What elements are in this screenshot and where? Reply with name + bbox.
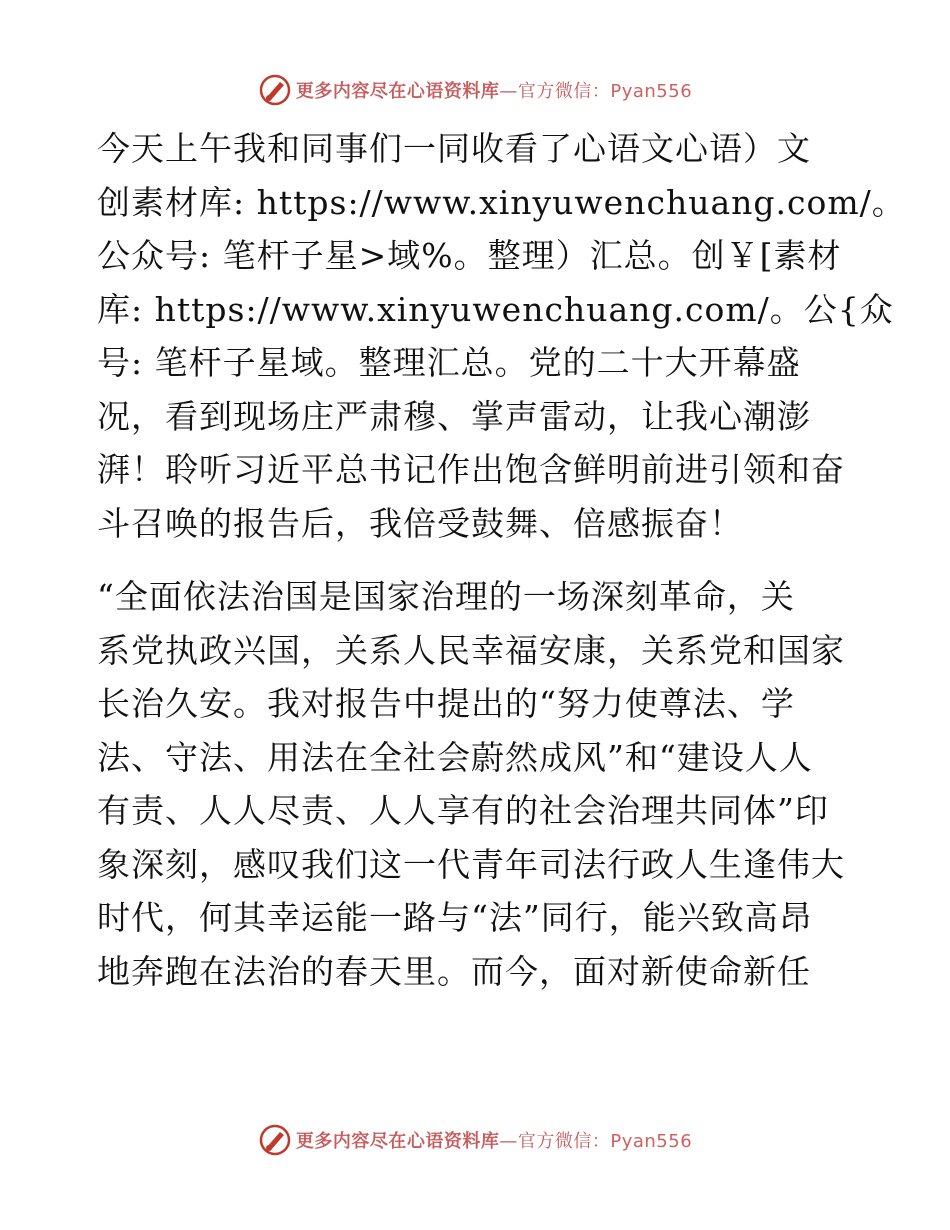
header-watermark — [0, 70, 950, 110]
document-body — [97, 122, 906, 998]
brush-logo-icon — [258, 73, 292, 107]
text-line: 湃！聆听习近平总书记作出饱含鲜明前进引领和奋 — [97, 450, 845, 489]
text-line: 斗召唤的报告后，我倍受鼓舞、倍感振奋！ — [97, 503, 743, 543]
text-line: 有责、人人尽责、人人享有的社会治理共同体”印 — [97, 791, 829, 830]
text-line: 创素材库: https://www.xinyuwenchuang.com/。 — [97, 182, 906, 222]
text-line: “全面依法治国是国家治理的一场深刻革命，关 — [97, 577, 795, 616]
footer-watermark — [0, 1120, 950, 1160]
watermark-text — [296, 1127, 692, 1153]
watermark-wechat-id: Pyan556 — [610, 81, 693, 102]
text-line: 时代，何其幸运能一路与“法”同行，能兴致高昂 — [97, 898, 813, 937]
watermark-wechat-label: 官方微信： — [517, 81, 611, 102]
watermark-text — [296, 77, 692, 103]
text-line: 号: 笔杆子星域。整理汇总。党的二十大开幕盛 — [97, 343, 801, 382]
watermark-dash: — — [499, 1131, 518, 1152]
text-line: 系党执政兴国，关系人民幸福安康，关系党和国家 — [97, 630, 845, 670]
text-line: 法、守法、用法在全社会蔚然成风”和“建设人人 — [97, 737, 813, 777]
text-line: 今天上午我和同事们一同收看了心语文心语）文 — [97, 129, 811, 168]
brush-logo-icon — [258, 1123, 292, 1157]
watermark-wechat-id: Pyan556 — [610, 1131, 693, 1152]
watermark-main-text: 更多内容尽在心语资料库 — [295, 81, 500, 102]
text-line: 象深刻，感叹我们这一代青年司法行政人生逢伟大 — [97, 844, 845, 884]
paragraph-1 — [97, 122, 906, 550]
text-line: 长治久安。我对报告中提出的“努力使尊法、学 — [97, 684, 795, 723]
watermark-main-text: 更多内容尽在心语资料库 — [295, 1131, 500, 1152]
watermark-dash: — — [499, 81, 518, 102]
text-line: 地奔跑在法治的春天里。而今，面对新使命新任 — [97, 951, 811, 991]
text-line: 库: https://www.xinyuwenchuang.com/。公{众 — [97, 289, 894, 329]
text-line: 公众号: 笔杆子星>域%。整理）汇总。创￥[素材 — [97, 236, 842, 275]
paragraph-2 — [97, 570, 857, 998]
text-line: 况，看到现场庄严肃穆、掌声雷动，让我心潮澎 — [97, 396, 811, 436]
watermark-wechat-label: 官方微信： — [517, 1131, 611, 1152]
